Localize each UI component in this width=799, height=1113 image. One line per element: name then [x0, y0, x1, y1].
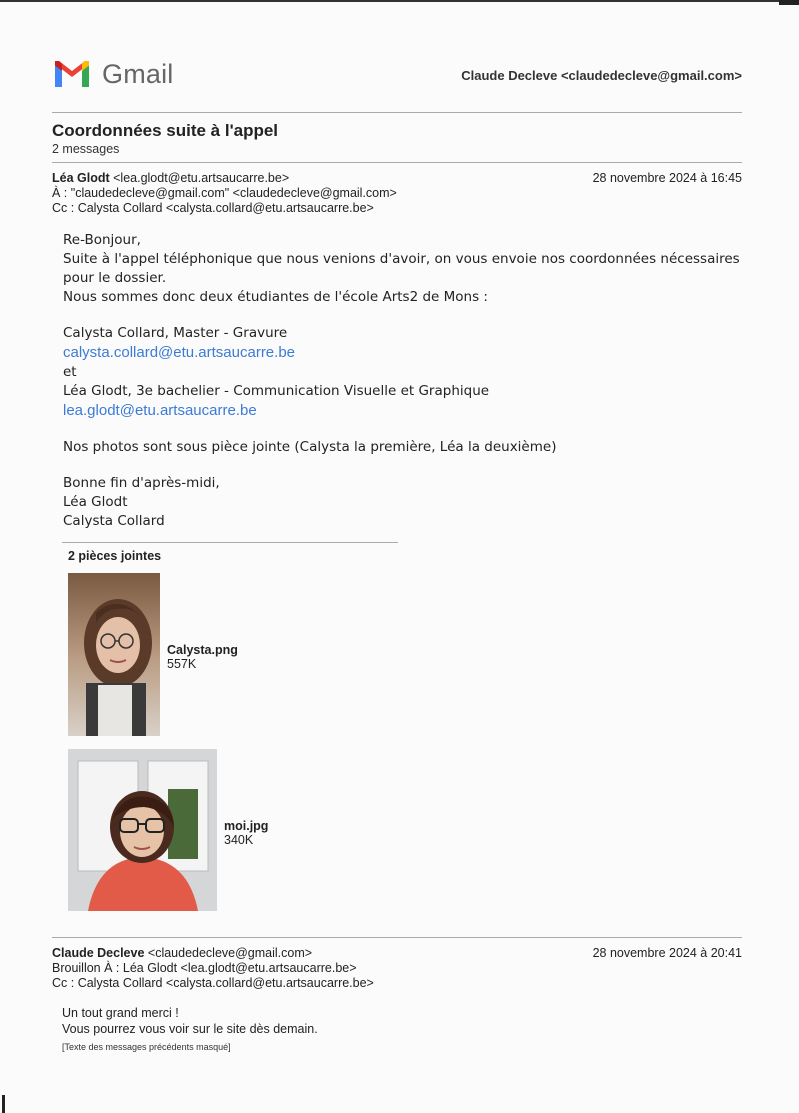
attachment-size: 557K [167, 657, 197, 671]
scan-edge-mark [2, 1095, 5, 1113]
attachment-size: 340K [224, 833, 254, 847]
greeting: Re-Bonjour, [63, 232, 141, 248]
portrait-image [68, 573, 160, 736]
thread-divider [52, 162, 742, 163]
message2-header [52, 946, 374, 991]
photos-note: Nos photos sont sous pièce jointe (Calysta la première, Léa la deuxième) [63, 439, 557, 455]
message2-to: Brouillon À : Léa Glodt <lea.glodt@etu.artsaucarre.be> [52, 961, 357, 975]
message1-to: À : "claudedecleve@gmail.com" <claudedecleve@gmail.com> [52, 186, 397, 200]
sender-email: <lea.glodt@etu.artsaucarre.be> [109, 171, 290, 185]
message1-from [52, 171, 397, 186]
body-line: Suite à l'appel téléphonique que nous venions d'avoir, on vous envoie nos coordonnées nécessaires pour le dossier. [63, 251, 740, 286]
hidden-quoted-text[interactable]: [Texte des messages précédents masqué] [62, 1042, 231, 1052]
body-line: Vous pourrez vous voir sur le site dès demain. [62, 1022, 318, 1036]
conjunction: et [63, 364, 77, 380]
message-divider [52, 937, 742, 938]
attachment-name[interactable]: moi.jpg [224, 819, 269, 833]
body-line: Un tout grand merci ! [62, 1006, 179, 1020]
closing: Bonne fin d'après-midi, [63, 475, 220, 491]
message2-date: 28 novembre 2024 à 20:41 [592, 946, 742, 960]
account-label: Claude Decleve <claudedecleve@gmail.com> [461, 68, 742, 83]
message1-body [63, 231, 743, 531]
attachments-title: 2 pièces jointes [68, 549, 162, 563]
person1-info: Calysta Collard, Master - Gravure [63, 325, 288, 341]
attachment-thumbnail-moi[interactable] [68, 749, 217, 911]
scan-corner-mark [779, 0, 799, 5]
signature-name: Calysta Collard [63, 513, 165, 529]
message-count: 2 messages [52, 142, 120, 156]
body-line: Nous sommes donc deux étudiantes de l'école Arts2 de Mons : [63, 289, 488, 305]
attachment-name[interactable]: Calysta.png [167, 643, 238, 657]
message2-body [62, 1005, 318, 1055]
message1-header [52, 171, 397, 216]
person2-email-link[interactable]: lea.glodt@etu.artsaucarre.be [63, 402, 257, 419]
message1-date: 28 novembre 2024 à 16:45 [592, 171, 742, 185]
attachments-divider [62, 542, 398, 543]
scan-top-line [0, 0, 780, 2]
message2-cc: Cc : Calysta Collard <calysta.collard@etu.artsaucarre.be> [52, 976, 374, 990]
message2-from [52, 946, 374, 961]
person2-info: Léa Glodt, 3e bachelier - Communication Visuelle et Graphique [63, 383, 490, 399]
gmail-m-icon [52, 58, 92, 90]
message1-cc: Cc : Calysta Collard <calysta.collard@etu.artsaucarre.be> [52, 201, 374, 215]
sender-name: Léa Glodt [52, 171, 110, 185]
sender-email: <claudedecleve@gmail.com> [144, 946, 313, 960]
portrait-image [68, 749, 217, 911]
gmail-wordmark: Gmail [102, 58, 174, 89]
gmail-logo [52, 58, 174, 90]
thread-subject: Coordonnées suite à l'appel [52, 121, 279, 140]
person1-email-link[interactable]: calysta.collard@etu.artsaucarre.be [63, 344, 296, 361]
attachment-thumbnail-calysta[interactable] [68, 573, 160, 736]
header-divider [52, 112, 742, 113]
signature-name: Léa Glodt [63, 494, 128, 510]
sender-name: Claude Decleve [52, 946, 145, 960]
